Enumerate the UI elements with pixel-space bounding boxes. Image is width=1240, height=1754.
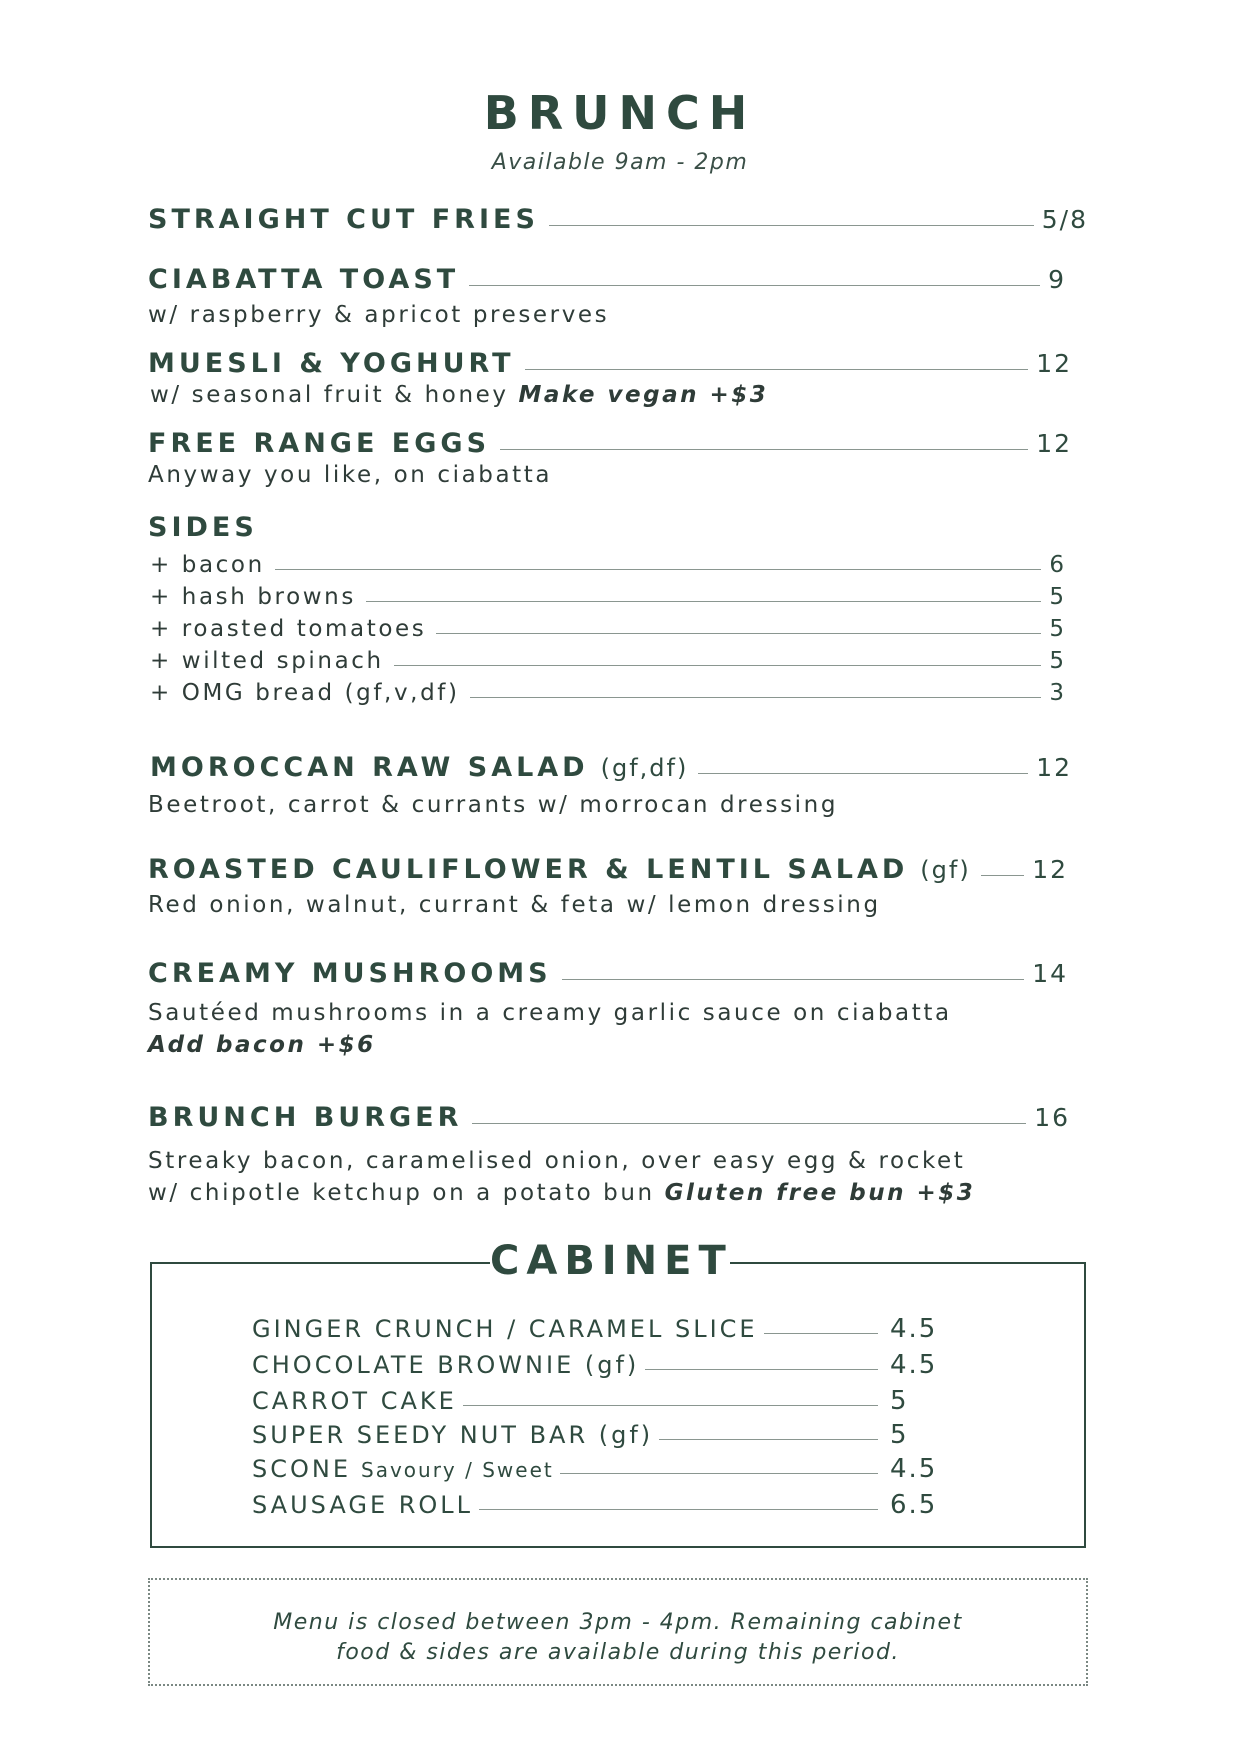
menu-item-muesli bbox=[148, 348, 1072, 379]
item-description: Sautéed mushrooms in a creamy garlic sauce on ciabatta bbox=[148, 1000, 952, 1026]
closure-notice-line-2: food & sides are available during this period. bbox=[336, 1640, 900, 1665]
item-extra: Add bacon +$6 bbox=[148, 1032, 376, 1058]
side-name: + OMG bread (gf,v,df) bbox=[150, 680, 460, 706]
item-extra: Make vegan +$3 bbox=[518, 382, 769, 408]
side-name: + hash browns bbox=[150, 584, 356, 610]
menu-item-eggs bbox=[148, 428, 1072, 459]
leader-line bbox=[472, 1122, 1026, 1124]
leader-line bbox=[645, 1369, 878, 1370]
item-price: 9 bbox=[1048, 265, 1066, 294]
leader-line bbox=[562, 978, 1025, 980]
item-description bbox=[150, 382, 768, 408]
cabinet-item-name: SAUSAGE ROLL bbox=[252, 1491, 474, 1519]
item-name: MOROCCAN RAW SALAD bbox=[150, 752, 589, 783]
leader-line bbox=[764, 1333, 878, 1334]
cabinet-item-name: SCONE bbox=[252, 1455, 351, 1483]
item-price: 14 bbox=[1032, 959, 1068, 988]
cabinet-item-name: CHOCOLATE BROWNIE (gf) bbox=[252, 1351, 640, 1379]
leader-line bbox=[479, 1509, 878, 1510]
leader-line bbox=[469, 284, 1040, 286]
cabinet-item-price: 4.5 bbox=[890, 1350, 938, 1380]
leader-line bbox=[463, 1405, 878, 1406]
leader-line bbox=[394, 664, 1042, 666]
item-extra: Gluten free bun +$3 bbox=[664, 1180, 976, 1206]
item-name: ROASTED CAULIFLOWER & LENTIL SALAD bbox=[148, 854, 909, 885]
cabinet-item bbox=[252, 1454, 952, 1484]
item-price: 12 bbox=[1036, 349, 1072, 378]
item-name: CREAMY MUSHROOMS bbox=[148, 958, 552, 989]
leader-line bbox=[436, 632, 1041, 634]
side-name: + roasted tomatoes bbox=[150, 616, 427, 642]
sides-title: SIDES bbox=[148, 512, 258, 543]
item-name: MUESLI & YOGHURT bbox=[148, 348, 515, 379]
cabinet-item-name: GINGER CRUNCH / CARAMEL SLICE bbox=[252, 1315, 758, 1343]
side-price: 5 bbox=[1049, 616, 1064, 642]
cabinet-item-name: CARROT CAKE bbox=[252, 1387, 457, 1415]
item-description: Streaky bacon, caramelised onion, over easy egg & rocket bbox=[148, 1148, 966, 1174]
item-price: 12 bbox=[1032, 855, 1068, 884]
cabinet-item-price: 4.5 bbox=[890, 1454, 938, 1484]
leader-line bbox=[659, 1439, 878, 1440]
side-name: + bacon bbox=[150, 552, 265, 578]
cabinet-item-variant: Savoury / Sweet bbox=[361, 1458, 554, 1482]
menu-item-fries bbox=[148, 204, 1088, 235]
side-item bbox=[150, 648, 1064, 674]
leader-line bbox=[549, 224, 1034, 226]
brunch-availability: Available 9am - 2pm bbox=[491, 150, 749, 175]
leader-line bbox=[500, 448, 1028, 450]
cabinet-item bbox=[252, 1314, 952, 1344]
menu-item-cauliflower-salad bbox=[148, 854, 1068, 885]
leader-line bbox=[525, 368, 1029, 370]
item-description: Red onion, walnut, currant & feta w/ lemon dressing bbox=[148, 892, 881, 918]
item-name: BRUNCH BURGER bbox=[148, 1102, 463, 1133]
item-dietary-tag: (gf,df) bbox=[600, 754, 689, 782]
cabinet-item-price: 5 bbox=[890, 1386, 909, 1416]
cabinet-item bbox=[252, 1386, 952, 1416]
cabinet-item-price: 5 bbox=[890, 1420, 909, 1450]
cabinet-item bbox=[252, 1350, 952, 1380]
cabinet-item bbox=[252, 1420, 952, 1450]
item-description: Anyway you like, on ciabatta bbox=[148, 462, 553, 488]
cabinet-item bbox=[252, 1490, 952, 1520]
item-description: Beetroot, carrot & currants w/ morrocan dressing bbox=[148, 792, 839, 818]
description-text: w/ chipotle ketchup on a potato bun bbox=[148, 1180, 665, 1206]
side-item bbox=[150, 584, 1064, 610]
item-dietary-tag: (gf) bbox=[920, 856, 971, 884]
brunch-title: BRUNCH bbox=[483, 86, 757, 140]
side-item bbox=[150, 552, 1064, 578]
item-name: CIABATTA TOAST bbox=[148, 264, 460, 295]
item-price: 5/8 bbox=[1041, 205, 1088, 234]
leader-line bbox=[981, 874, 1025, 876]
item-description-line-2 bbox=[148, 1180, 975, 1206]
menu-item-moroccan-salad bbox=[150, 752, 1072, 783]
cabinet-item-price: 4.5 bbox=[890, 1314, 938, 1344]
side-item bbox=[150, 616, 1064, 642]
leader-line bbox=[470, 696, 1042, 698]
menu-item-brunch-burger bbox=[148, 1102, 1070, 1133]
closure-notice-line-1: Menu is closed between 3pm - 4pm. Remaining cabinet bbox=[273, 1610, 963, 1635]
cabinet-item-name: SUPER SEEDY NUT BAR (gf) bbox=[252, 1421, 654, 1449]
side-price: 5 bbox=[1049, 584, 1064, 610]
item-price: 12 bbox=[1036, 429, 1072, 458]
cabinet-item-price: 6.5 bbox=[890, 1490, 938, 1520]
item-description: w/ raspberry & apricot preserves bbox=[148, 302, 610, 328]
leader-line bbox=[560, 1473, 878, 1474]
side-item bbox=[150, 680, 1064, 706]
item-price: 16 bbox=[1034, 1103, 1070, 1132]
leader-line bbox=[275, 568, 1042, 570]
leader-line bbox=[698, 772, 1028, 774]
side-price: 6 bbox=[1049, 552, 1064, 578]
side-price: 3 bbox=[1049, 680, 1064, 706]
side-name: + wilted spinach bbox=[150, 648, 384, 674]
item-price: 12 bbox=[1036, 753, 1072, 782]
description-text: w/ seasonal fruit & honey bbox=[150, 382, 519, 408]
item-name: STRAIGHT CUT FRIES bbox=[148, 204, 539, 235]
side-price: 5 bbox=[1049, 648, 1064, 674]
leader-line bbox=[366, 600, 1041, 602]
menu-item-creamy-mushrooms bbox=[148, 958, 1068, 989]
item-name: FREE RANGE EGGS bbox=[148, 428, 491, 459]
cabinet-title: CABINET bbox=[490, 1238, 733, 1284]
menu-item-ciabatta-toast bbox=[148, 264, 1066, 295]
